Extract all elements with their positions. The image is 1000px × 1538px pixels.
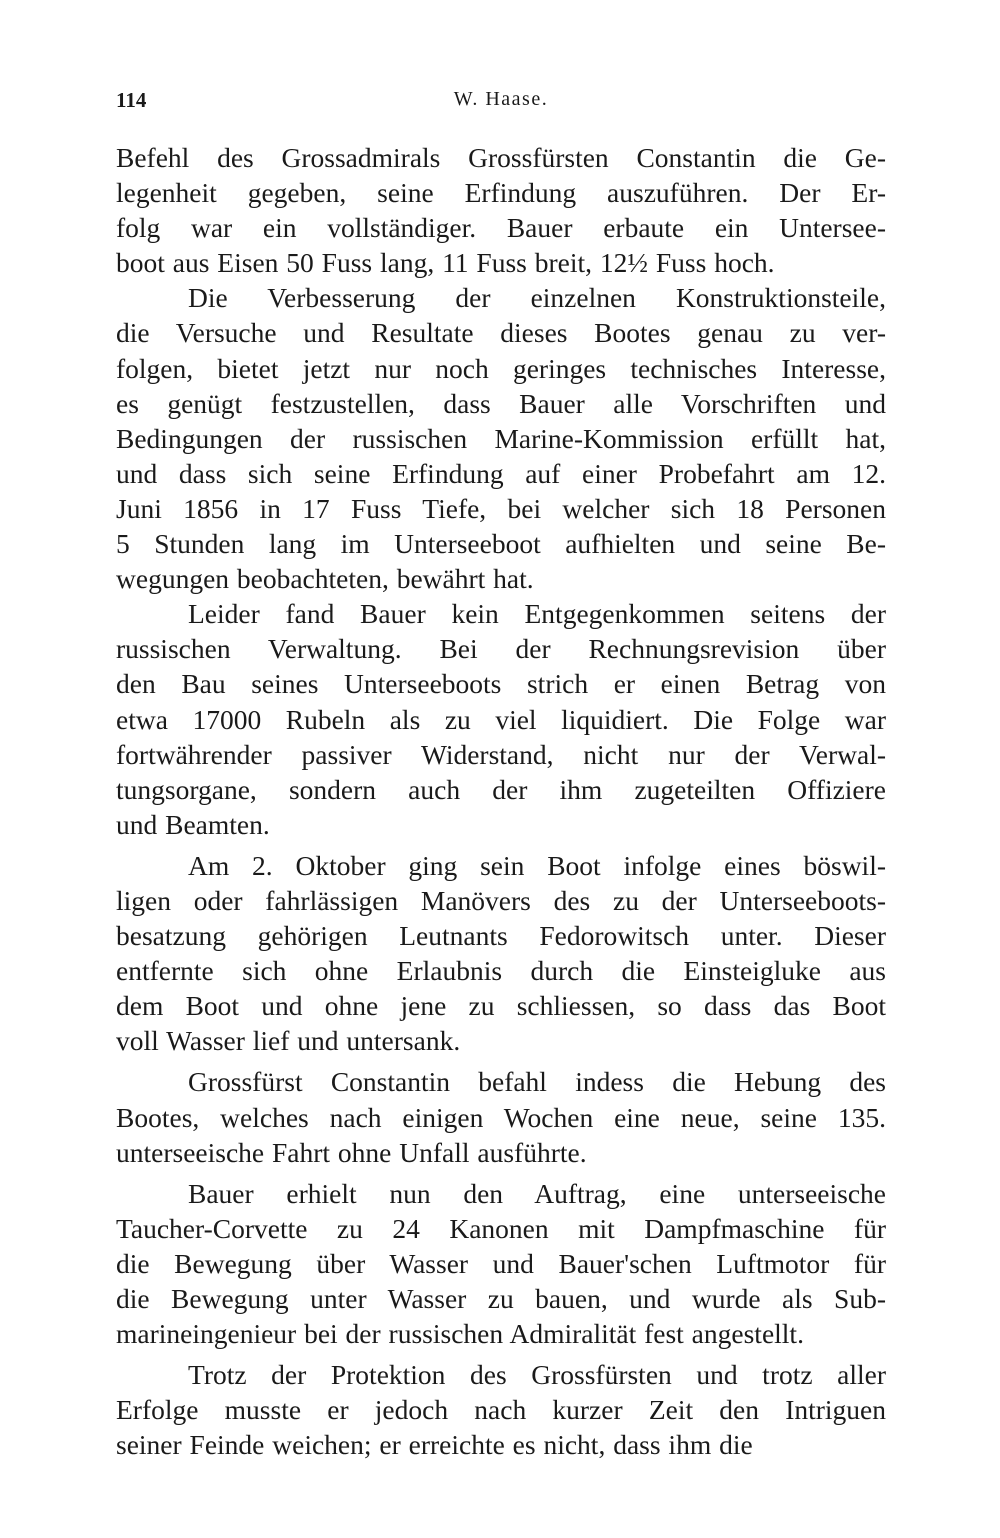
page-body	[116, 140, 886, 1462]
text-line: voll Wasser lief und untersank.	[116, 1025, 461, 1057]
text-line: Die Verbesserung der einzelnen Konstruktionsteile,	[188, 282, 886, 314]
text-line: marineingenieur bei der russischen Admiralität fest angestellt.	[116, 1318, 804, 1350]
text-line: besatzung gehörigen Leutnants Fedorowitsch unter. Dieser	[116, 920, 886, 952]
text-line: tungsorgane, sondern auch der ihm zugeteilten Offiziere	[116, 773, 886, 805]
page-number: 114	[116, 88, 147, 112]
paragraph-7	[116, 1357, 886, 1462]
text-line: 5 Stunden lang im Unterseeboot aufhielten und seine Be-	[116, 528, 886, 560]
paragraph-5	[116, 1064, 886, 1169]
paragraph-6	[116, 1176, 886, 1351]
text-line: Taucher-Corvette zu 24 Kanonen mit Dampfmaschine für	[116, 1212, 886, 1244]
running-head: W. Haase.	[453, 88, 549, 110]
text-line: seiner Feinde weichen; er erreichte es nicht, dass ihm die	[116, 1429, 753, 1461]
text-line: russischen Verwaltung. Bei der Rechnungsrevision über	[116, 633, 886, 665]
text-line: die Versuche und Resultate dieses Bootes genau zu ver-	[116, 317, 886, 349]
text-line: und Beamten.	[116, 808, 270, 840]
text-line: etwa 17000 Rubeln als zu viel liquidiert. Die Folge war	[116, 703, 886, 735]
text-line: folgen, bietet jetzt nur noch geringes technisches Interesse,	[116, 352, 886, 384]
text-line: Trotz der Protektion des Grossfürsten und trotz aller	[188, 1359, 886, 1391]
paragraph-1	[116, 140, 886, 280]
text-line: Leider fand Bauer kein Entgegenkommen seitens der	[188, 598, 886, 630]
text-line: Befehl des Grossadmirals Grossfürsten Constantin die Ge-	[116, 142, 886, 173]
text-line: wegungen beobachteten, bewährt hat.	[116, 563, 534, 595]
text-line: folg war ein vollständiger. Bauer erbaute ein Untersee-	[116, 212, 886, 244]
text-line: den Bau seines Unterseeboots strich er einen Betrag von	[116, 668, 886, 700]
text-line: die Bewegung unter Wasser zu bauen, und wurde als Sub-	[116, 1283, 886, 1314]
text-line: Bedingungen der russischen Marine-Kommission erfüllt hat,	[116, 422, 886, 454]
text-line: es genügt festzustellen, dass Bauer alle Vorschriften und	[116, 387, 886, 419]
paragraph-3	[116, 596, 886, 842]
page-header	[116, 88, 886, 118]
text-line: und dass sich seine Erfindung auf einer Probefahrt am 12.	[116, 457, 886, 489]
text-line: Bauer erhielt nun den Auftrag, eine unterseeische	[188, 1177, 886, 1209]
text-line: entfernte sich ohne Erlaubnis durch die Einsteigluke aus	[116, 955, 886, 987]
paragraph-4	[116, 848, 886, 1059]
text-line: Am 2. Oktober ging sein Boot infolge eines böswil-	[188, 849, 886, 881]
text-line: boot aus Eisen 50 Fuss lang, 11 Fuss breit, 12½ Fuss hoch.	[116, 247, 775, 279]
text-line: die Bewegung über Wasser und Bauer'schen Luftmotor für	[116, 1247, 886, 1279]
text-line: unterseeische Fahrt ohne Unfall ausführte.	[116, 1136, 587, 1168]
text-line: Bootes, welches nach einigen Wochen eine neue, seine 135.	[116, 1101, 886, 1133]
paragraph-2	[116, 280, 886, 596]
text-line: Grossfürst Constantin befahl indess die Hebung des	[188, 1066, 886, 1098]
text-line: ligen oder fahrlässigen Manövers des zu der Unterseeboots-	[116, 884, 886, 916]
text-line: legenheit gegeben, seine Erfindung auszuführen. Der Er-	[116, 177, 886, 209]
text-line: Juni 1856 in 17 Fuss Tiefe, bei welcher sich 18 Personen	[116, 492, 886, 524]
text-line: Erfolge musste er jedoch nach kurzer Zeit den Intriguen	[116, 1394, 886, 1426]
text-line: fortwährender passiver Widerstand, nicht nur der Verwal-	[116, 738, 886, 770]
text-line: dem Boot und ohne jene zu schliessen, so dass das Boot	[116, 990, 886, 1022]
